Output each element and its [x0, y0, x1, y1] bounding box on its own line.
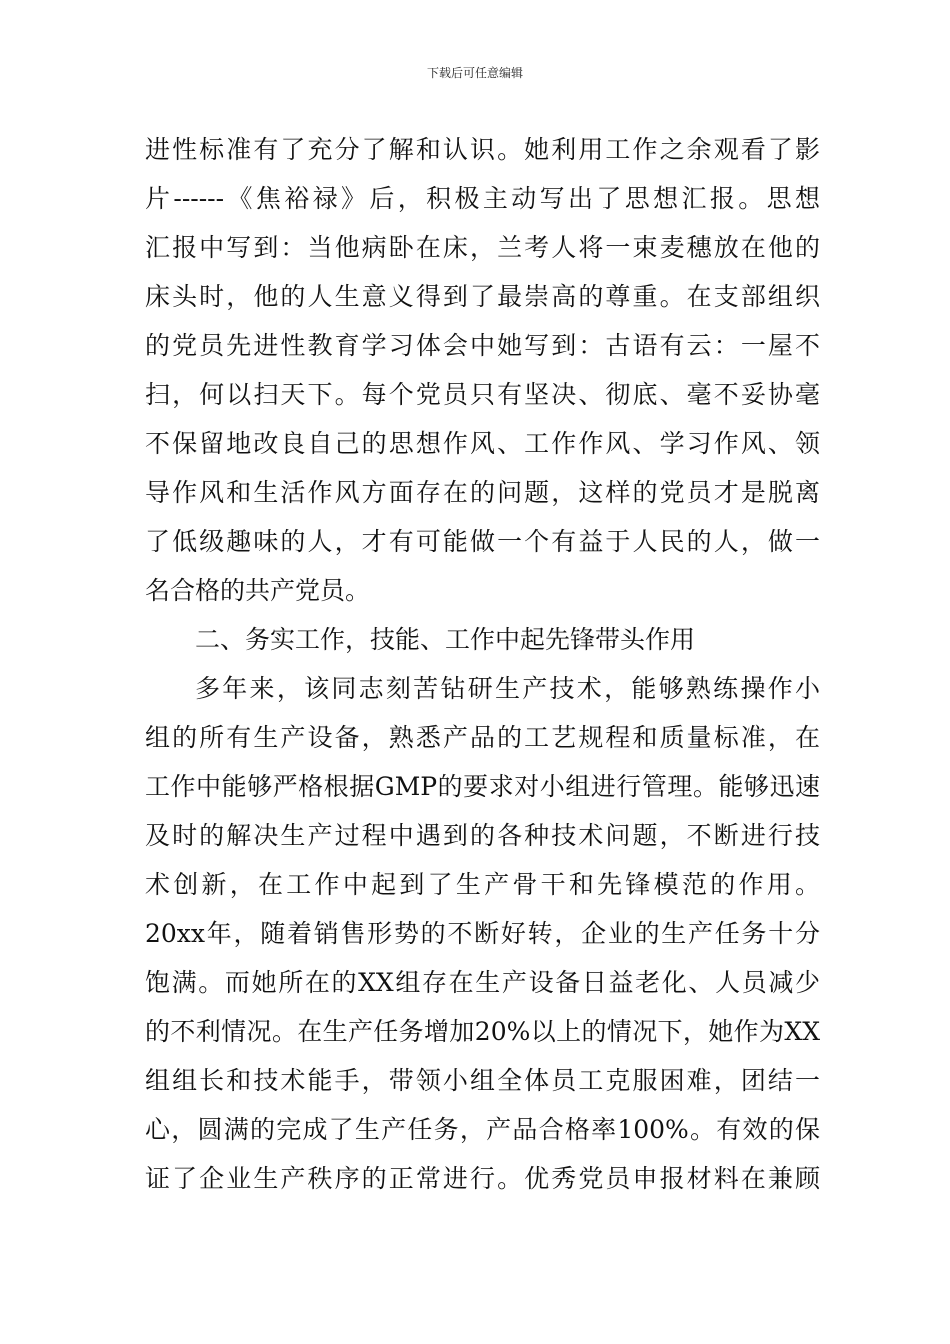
text-line: 的不利情况。在生产任务增加20%以上的情况下，她作为XX — [145, 1017, 820, 1046]
text-line: 名合格的共产党员。 — [145, 576, 371, 605]
page-header-note: 下载后可任意编辑 — [426, 66, 523, 80]
text-line: 多年来，该同志刻苦钻研生产技术，能够熟练操作小 — [195, 674, 820, 703]
text-line: 饱满。而她所在的XX组存在生产设备日益老化、人员减少 — [145, 968, 820, 997]
text-line: 汇报中写到：当他病卧在床，兰考人将一束麦穗放在他的 — [145, 233, 820, 262]
text-line: 工作中能够严格根据GMP的要求对小组进行管理。能够迅速 — [145, 772, 820, 801]
text-line: 的党员先进性教育学习体会中她写到：古语有云：一屋不 — [145, 331, 820, 360]
text-line: 进性标准有了充分了解和认识。她利用工作之余观看了影 — [145, 135, 820, 164]
text-line: 组的所有生产设备，熟悉产品的工艺规程和质量标准，在 — [145, 723, 820, 752]
text-line: 导作风和生活作风方面存在的问题，这样的党员才是脱离 — [145, 478, 820, 507]
document-body — [145, 125, 820, 1203]
text-line: 组组长和技术能手，带领小组全体员工克服困难，团结一 — [145, 1066, 820, 1095]
text-line: 证了企业生产秩序的正常进行。优秀党员申报材料在兼顾 — [145, 1164, 820, 1193]
text-line: 片------《焦裕禄》后，积极主动写出了思想汇报。思想 — [145, 184, 820, 213]
text-line: 心，圆满的完成了生产任务，产品合格率100%。有效的保 — [145, 1115, 820, 1144]
text-line: 20xx年，随着销售形势的不断好转，企业的生产任务十分 — [145, 919, 820, 948]
section-heading: 二、务实工作，技能、工作中起先锋带头作用 — [195, 625, 696, 654]
text-line: 及时的解决生产过程中遇到的各种技术问题，不断进行技 — [145, 821, 820, 850]
text-line: 术创新，在工作中起到了生产骨干和先锋模范的作用。 — [145, 870, 820, 899]
text-line: 了低级趣味的人，才有可能做一个有益于人民的人，做一 — [145, 527, 820, 556]
text-line: 不保留地改良自己的思想作风、工作作风、学习作风、领 — [145, 429, 820, 458]
text-line: 床头时，他的人生意义得到了最崇高的尊重。在支部组织 — [145, 282, 820, 311]
text-line: 扫，何以扫天下。每个党员只有坚决、彻底、毫不妥协毫 — [145, 380, 820, 409]
